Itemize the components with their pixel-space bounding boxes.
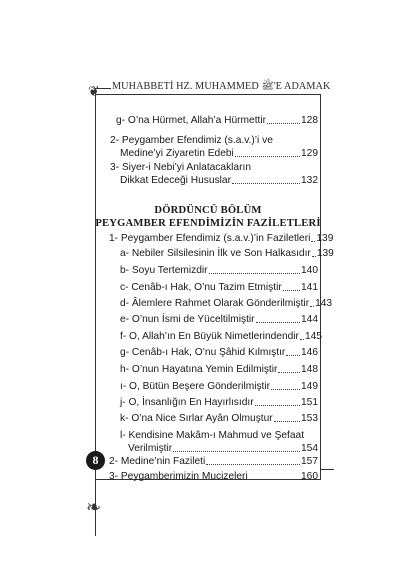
leader-dots: [278, 372, 300, 373]
toc-entry: [120, 264, 318, 277]
toc-entry: [116, 114, 318, 127]
leader-dots: [249, 479, 300, 480]
toc-entry: [120, 297, 333, 310]
leader-dots: [235, 156, 300, 157]
leader-dots: [274, 421, 300, 422]
leader-dots: [271, 389, 300, 390]
toc-entry: [120, 363, 318, 376]
toc-entry: [110, 134, 318, 160]
leader-dots: [311, 241, 315, 242]
leader-dots: [286, 355, 300, 356]
leader-dots: [255, 405, 300, 406]
toc-entry-page: 139: [316, 248, 334, 259]
leader-dots: [209, 273, 300, 274]
leader-dots: [300, 339, 304, 340]
toc-entry: [120, 281, 318, 294]
toc-entry-title: e- O’nun İsmi de Yüceltilmiştir: [120, 314, 255, 325]
toc-entry-page: 139: [316, 233, 334, 244]
toc-entry-title: 3- Siyer-i Nebi’yi Anlatacakların: [110, 162, 251, 173]
toc-entry-page: 140: [301, 265, 318, 276]
toc-entry: [120, 396, 318, 409]
leader-dots: [310, 306, 314, 307]
toc-entry-page: 128: [301, 115, 318, 126]
toc-entry-page: 141: [301, 282, 318, 293]
toc-entry: [120, 330, 322, 343]
toc-entry-title: 2- Medine’nin Fazileti: [109, 456, 206, 467]
toc-entry: [120, 412, 318, 425]
toc-entry-title: 1- Peygamber Efendimiz (s.a.v.)’in Faziletleri: [109, 233, 311, 244]
toc-entry: [120, 429, 318, 455]
toc-entry-page: 143: [315, 298, 333, 309]
toc-entry-title: c- Cenâb-ı Hak, O’nu Tazim Etmiştir: [120, 282, 282, 293]
toc-entry: [109, 455, 318, 468]
toc-entry-title: 2- Peygamber Efendimiz (s.a.v.)’i ve: [110, 135, 273, 146]
toc-entry-page: 151: [301, 397, 318, 408]
ornament-top-icon: ❦: [88, 84, 100, 100]
toc-entry: [109, 232, 334, 245]
toc-entry-page: 146: [301, 347, 318, 358]
toc-entry: [110, 161, 318, 187]
toc-entry-page: 129: [301, 148, 318, 159]
frame-rule: [95, 94, 320, 95]
toc-entry-title: Verilmiştir: [128, 443, 173, 454]
frame-rule: [320, 469, 334, 470]
toc-entry-page: 132: [301, 175, 318, 186]
toc-entry-page: 145: [304, 331, 322, 342]
toc-entry-title: Medine’yi Ziyaretin Edebi: [120, 148, 234, 159]
frame-rule: [320, 94, 321, 480]
toc-entry-title: k- O’na Nice Sırlar Ayân Olmuştur: [120, 413, 273, 424]
toc-entry-page: 160: [301, 471, 318, 482]
toc-entry-page: 157: [301, 456, 318, 467]
running-header: MUHABBETİ HZ. MUHAMMED ﷺ'E ADAMAK: [112, 81, 331, 92]
toc-entry-title: h- O’nun Hayatına Yemin Edilmiştir: [120, 364, 278, 375]
page-number: 8: [86, 451, 105, 470]
toc-entry: [109, 470, 318, 483]
leader-dots: [283, 290, 300, 291]
toc-entry: [120, 313, 318, 326]
section-title: DÖRDÜNCÜ BÖLÜM: [154, 205, 262, 216]
toc-entry-title: 3- Peygamberimizin Mucizeleri: [109, 471, 248, 482]
toc-entry-title: Dikkat Edeceği Hususlar: [120, 175, 231, 186]
leader-dots: [256, 322, 300, 323]
toc-entry-page: 154: [301, 443, 318, 454]
leader-dots: [173, 451, 300, 452]
toc-entry-title: a- Nebiler Silsilesinin İlk ve Son Halkasıdır: [120, 248, 311, 259]
leader-dots: [232, 183, 300, 184]
frame-rule: [95, 88, 111, 89]
toc-entry-page: 153: [301, 413, 318, 424]
toc-entry-title: g- Cenâb-ı Hak, O’nu Şâhid Kılmıştır: [120, 347, 286, 358]
leader-dots: [206, 464, 300, 465]
toc-entry-title: ı- O, Bütün Beşere Gönderilmiştir: [120, 381, 271, 392]
toc-entry-title: l- Kendisine Makâm-ı Mahmud ve Şefaat: [120, 430, 305, 441]
toc-entry: [120, 380, 318, 393]
toc-entry: [120, 247, 334, 260]
toc-entry-title: d- Âlemlere Rahmet Olarak Gönderilmiştir: [120, 298, 310, 309]
section-subtitle: PEYGAMBER EFENDİMİZİN FAZİLETLERİ: [95, 218, 321, 229]
toc-entry-title: j- O, İnsanlığın En Hayırlısıdır: [120, 397, 254, 408]
ornament-bottom-icon: ❧: [86, 497, 102, 518]
toc-entry-page: 144: [301, 314, 318, 325]
toc-entry-page: 149: [301, 381, 318, 392]
leader-dots: [312, 256, 316, 257]
toc-entry-title: f- O, Allah’ın En Büyük Nimetlerindendir: [120, 331, 299, 342]
toc-entry-title: g- O’na Hürmet, Allah’a Hürmettir: [116, 115, 267, 126]
toc-entry-page: 148: [301, 364, 318, 375]
leader-dots: [267, 123, 300, 124]
toc-entry-title: b- Soyu Tertemizdir: [120, 265, 208, 276]
toc-entry: [120, 346, 318, 359]
